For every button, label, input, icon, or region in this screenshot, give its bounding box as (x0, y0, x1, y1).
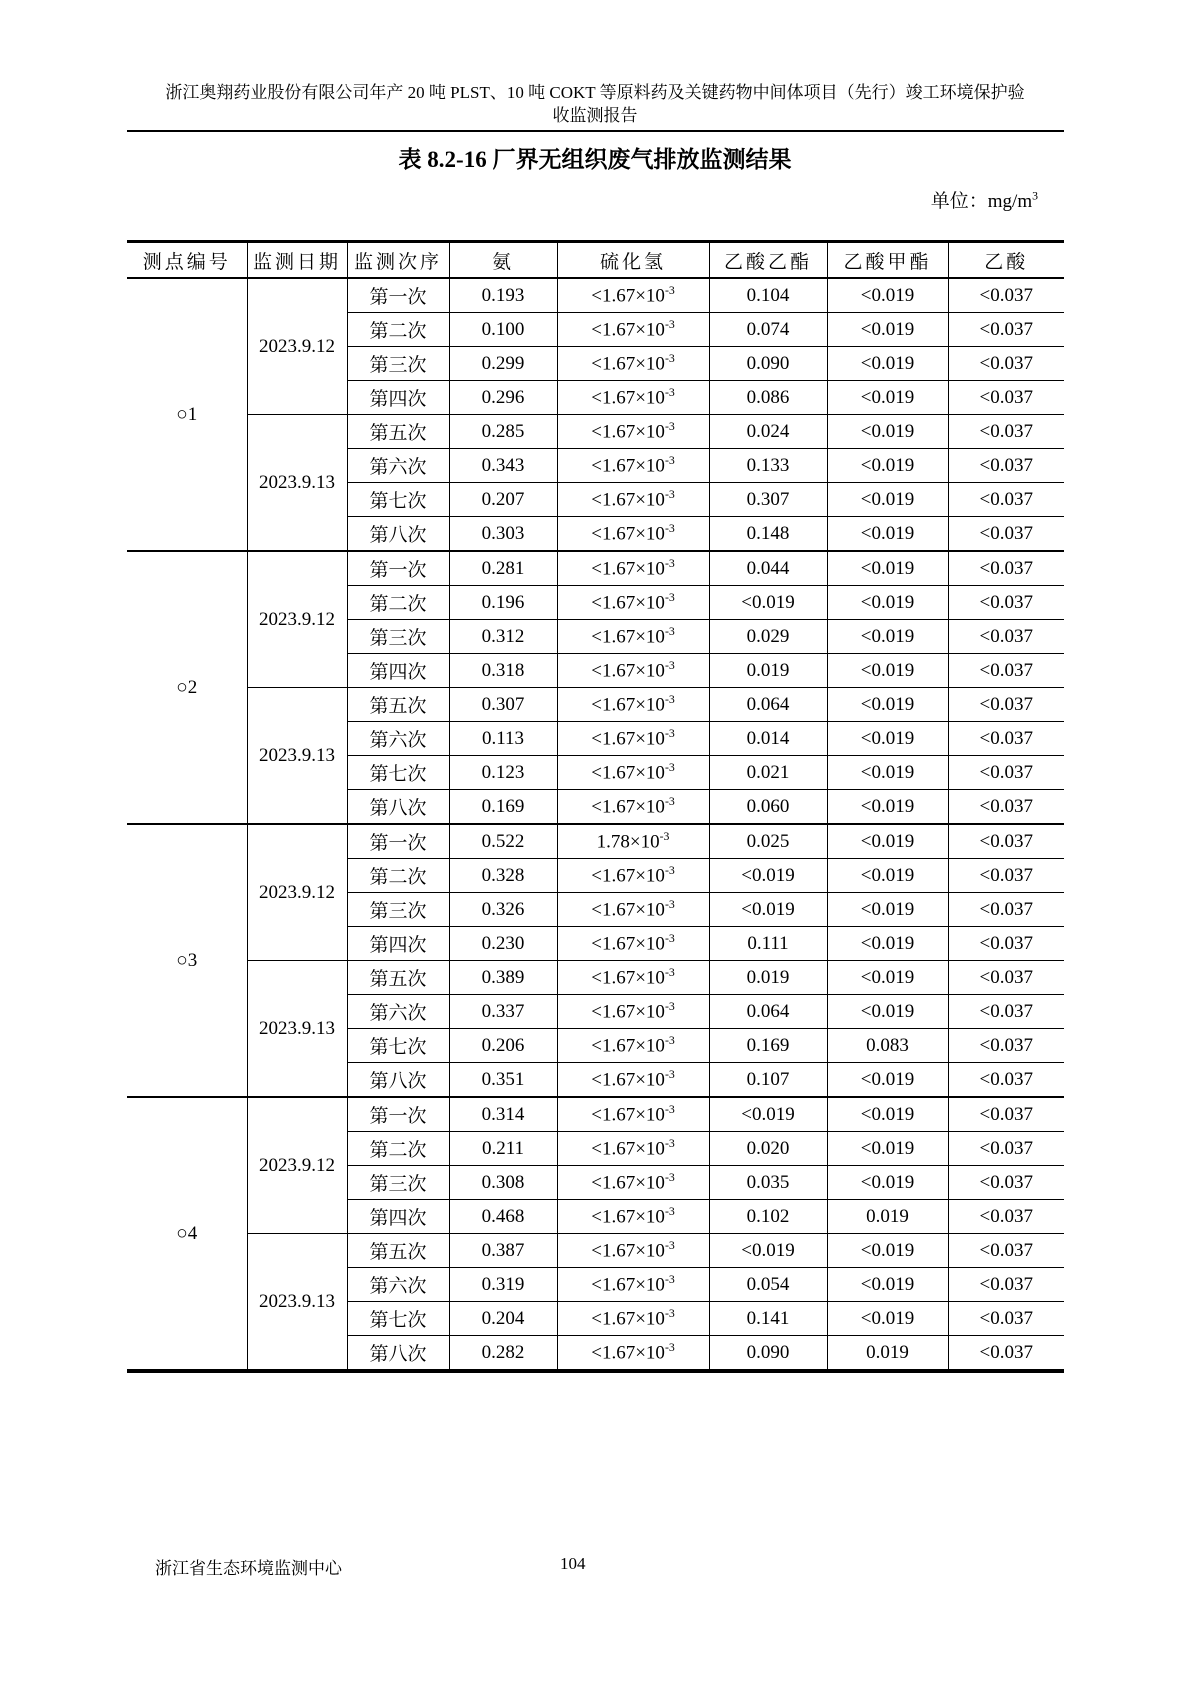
value-cell: <0.037 (948, 1234, 1064, 1268)
value-cell: <0.019 (709, 893, 827, 927)
column-header-sequence: 监测次序 (347, 242, 449, 279)
value-cell: <0.037 (948, 586, 1064, 620)
value-cell: <0.019 (827, 1166, 948, 1200)
value-cell: 0.019 (827, 1200, 948, 1234)
value-cell: <0.019 (827, 551, 948, 586)
value-cell: 0.086 (709, 381, 827, 415)
value-cell: 0.104 (709, 278, 827, 313)
monitoring-results-table (127, 240, 1064, 1373)
value-cell: $<1.67\times 10^{-3}$ (557, 586, 709, 620)
sequence-cell: 第七次 (347, 483, 449, 517)
value-cell: 0.307 (709, 483, 827, 517)
value-cell: <0.019 (827, 1097, 948, 1132)
value-cell: 0.207 (449, 483, 557, 517)
value-cell: 0.021 (709, 756, 827, 790)
table-row (127, 551, 1064, 586)
sequence-cell: 第八次 (347, 517, 449, 552)
value-cell: <0.019 (827, 449, 948, 483)
value-cell: $<1.67\times 10^{-3}$ (557, 1166, 709, 1200)
value-cell: 0.054 (709, 1268, 827, 1302)
value-cell: 0.024 (709, 415, 827, 449)
value-cell: <0.019 (827, 893, 948, 927)
value-cell: <0.019 (827, 654, 948, 688)
value-cell: $<1.67\times 10^{-3}$ (557, 551, 709, 586)
column-header-acetic-acid: 乙酸 (948, 242, 1064, 279)
value-cell: $<1.67\times 10^{-3}$ (557, 1200, 709, 1234)
value-cell: 0.285 (449, 415, 557, 449)
value-cell: $<1.67\times 10^{-3}$ (557, 1097, 709, 1132)
value-cell: 0.343 (449, 449, 557, 483)
column-header-date: 监测日期 (247, 242, 347, 279)
value-cell: 0.319 (449, 1268, 557, 1302)
sequence-cell: 第三次 (347, 1166, 449, 1200)
value-cell: 0.111 (709, 927, 827, 961)
unit-label: 单位：$mg/m^3$ (930, 189, 1038, 212)
value-cell: 0.314 (449, 1097, 557, 1132)
value-cell: $<1.67\times 10^{-3}$ (557, 722, 709, 756)
value-cell: <0.037 (948, 824, 1064, 859)
sequence-cell: 第五次 (347, 688, 449, 722)
sequence-cell: 第七次 (347, 756, 449, 790)
value-cell: $<1.67\times 10^{-3}$ (557, 1063, 709, 1098)
value-cell: $<1.67\times 10^{-3}$ (557, 313, 709, 347)
value-cell: $<1.67\times 10^{-3}$ (557, 483, 709, 517)
value-cell: <0.019 (827, 415, 948, 449)
sequence-cell: 第二次 (347, 313, 449, 347)
table-title: 表 8.2-16 厂界无组织废气排放监测结果 (398, 147, 792, 172)
value-cell: <0.037 (948, 927, 1064, 961)
value-cell: 0.468 (449, 1200, 557, 1234)
column-header-h2s: 硫化氢 (557, 242, 709, 279)
value-cell: <0.019 (827, 824, 948, 859)
value-cell: $<1.67\times 10^{-3}$ (557, 893, 709, 927)
table-row (127, 278, 1064, 313)
value-cell: $1.78\times 10^{-3}$ (557, 824, 709, 859)
value-cell: 0.113 (449, 722, 557, 756)
value-cell: <0.019 (709, 1097, 827, 1132)
value-cell: <0.037 (948, 654, 1064, 688)
value-cell: 0.029 (709, 620, 827, 654)
value-cell: <0.037 (948, 893, 1064, 927)
value-cell: <0.019 (827, 927, 948, 961)
value-cell: <0.037 (948, 790, 1064, 825)
value-cell: <0.019 (827, 1234, 948, 1268)
value-cell: $<1.67\times 10^{-3}$ (557, 278, 709, 313)
value-cell: 0.204 (449, 1302, 557, 1336)
value-cell: $<1.67\times 10^{-3}$ (557, 1234, 709, 1268)
value-cell: 0.169 (449, 790, 557, 825)
value-cell: 0.389 (449, 961, 557, 995)
value-cell: <0.019 (709, 586, 827, 620)
sequence-cell: 第四次 (347, 654, 449, 688)
value-cell: 0.196 (449, 586, 557, 620)
value-cell: 0.148 (709, 517, 827, 552)
sequence-cell: 第一次 (347, 1097, 449, 1132)
value-cell: <0.019 (827, 1268, 948, 1302)
value-cell: $<1.67\times 10^{-3}$ (557, 415, 709, 449)
sequence-cell: 第六次 (347, 722, 449, 756)
value-cell: $<1.67\times 10^{-3}$ (557, 654, 709, 688)
sequence-cell: 第四次 (347, 1200, 449, 1234)
value-cell: 0.522 (449, 824, 557, 859)
value-cell: <0.037 (948, 756, 1064, 790)
monitor-date-cell: 2023.9.13 (247, 1234, 347, 1372)
page-header (95, 81, 1095, 127)
value-cell: $<1.67\times 10^{-3}$ (557, 381, 709, 415)
value-cell: 0.206 (449, 1029, 557, 1063)
sequence-cell: 第八次 (347, 790, 449, 825)
value-cell: 0.351 (449, 1063, 557, 1098)
sequence-cell: 第八次 (347, 1063, 449, 1098)
value-cell: 0.090 (709, 1336, 827, 1372)
value-cell: 0.100 (449, 313, 557, 347)
value-cell: 0.318 (449, 654, 557, 688)
value-cell: <0.019 (827, 1132, 948, 1166)
value-cell: <0.019 (827, 961, 948, 995)
value-cell: <0.037 (948, 859, 1064, 893)
sequence-cell: 第二次 (347, 586, 449, 620)
value-cell: 0.169 (709, 1029, 827, 1063)
value-cell: $<1.67\times 10^{-3}$ (557, 756, 709, 790)
value-cell: $<1.67\times 10^{-3}$ (557, 995, 709, 1029)
value-cell: <0.037 (948, 483, 1064, 517)
value-cell: 0.064 (709, 688, 827, 722)
value-cell: <0.019 (827, 1063, 948, 1098)
sequence-cell: 第一次 (347, 551, 449, 586)
value-cell: $<1.67\times 10^{-3}$ (557, 1029, 709, 1063)
value-cell: 0.025 (709, 824, 827, 859)
sequence-cell: 第七次 (347, 1029, 449, 1063)
value-cell: $<1.67\times 10^{-3}$ (557, 927, 709, 961)
value-cell: $<1.67\times 10^{-3}$ (557, 1132, 709, 1166)
value-cell: <0.019 (709, 859, 827, 893)
sequence-cell: 第二次 (347, 1132, 449, 1166)
value-cell: $<1.67\times 10^{-3}$ (557, 1302, 709, 1336)
header-divider (127, 130, 1064, 132)
value-cell: <0.037 (948, 1063, 1064, 1098)
value-cell: <0.037 (948, 1268, 1064, 1302)
table-row (127, 1234, 1064, 1268)
value-cell: 0.141 (709, 1302, 827, 1336)
value-cell: <0.019 (827, 995, 948, 1029)
value-cell: <0.019 (827, 688, 948, 722)
header-line-2: 收监测报告 (552, 106, 638, 125)
value-cell: <0.019 (827, 722, 948, 756)
value-cell: <0.037 (948, 1166, 1064, 1200)
value-cell: <0.019 (827, 483, 948, 517)
value-cell: <0.037 (948, 1200, 1064, 1234)
value-cell: <0.019 (709, 1234, 827, 1268)
value-cell: $<1.67\times 10^{-3}$ (557, 961, 709, 995)
value-cell: <0.037 (948, 688, 1064, 722)
sequence-cell: 第三次 (347, 347, 449, 381)
monitor-date-cell: 2023.9.12 (247, 824, 347, 961)
table-row (127, 1097, 1064, 1132)
sequence-cell: 第四次 (347, 927, 449, 961)
table-header-row (127, 242, 1064, 279)
table-row (127, 824, 1064, 859)
sequence-cell: 第六次 (347, 995, 449, 1029)
value-cell: 0.303 (449, 517, 557, 552)
value-cell: 0.312 (449, 620, 557, 654)
value-cell: 0.387 (449, 1234, 557, 1268)
value-cell: 0.060 (709, 790, 827, 825)
monitor-date-cell: 2023.9.12 (247, 551, 347, 688)
value-cell: <0.037 (948, 381, 1064, 415)
sequence-cell: 第六次 (347, 1268, 449, 1302)
value-cell: <0.037 (948, 961, 1064, 995)
value-cell: $<1.67\times 10^{-3}$ (557, 517, 709, 552)
value-cell: 0.123 (449, 756, 557, 790)
value-cell: $<1.67\times 10^{-3}$ (557, 449, 709, 483)
value-cell: 0.193 (449, 278, 557, 313)
footer-organization: 浙江省生态环境监测中心 (155, 1559, 342, 1578)
value-cell: $<1.67\times 10^{-3}$ (557, 347, 709, 381)
monitor-point-cell: ○4 (127, 1097, 247, 1371)
value-cell: 0.044 (709, 551, 827, 586)
value-cell: <0.037 (948, 1029, 1064, 1063)
value-cell: <0.037 (948, 722, 1064, 756)
value-cell: 0.337 (449, 995, 557, 1029)
column-header-methyl-acetate: 乙酸甲酯 (827, 242, 948, 279)
value-cell: 0.083 (827, 1029, 948, 1063)
value-cell: <0.019 (827, 756, 948, 790)
value-cell: 0.299 (449, 347, 557, 381)
value-cell: <0.037 (948, 313, 1064, 347)
value-cell: <0.037 (948, 995, 1064, 1029)
value-cell: <0.037 (948, 449, 1064, 483)
value-cell: 0.107 (709, 1063, 827, 1098)
value-cell: $<1.67\times 10^{-3}$ (557, 1268, 709, 1302)
value-cell: <0.019 (827, 278, 948, 313)
value-cell: <0.037 (948, 551, 1064, 586)
value-cell: 0.090 (709, 347, 827, 381)
monitor-date-cell: 2023.9.13 (247, 415, 347, 552)
value-cell: 0.326 (449, 893, 557, 927)
value-cell: <0.019 (827, 586, 948, 620)
value-cell: 0.307 (449, 688, 557, 722)
value-cell: <0.037 (948, 415, 1064, 449)
column-header-ammonia: 氨 (449, 242, 557, 279)
sequence-cell: 第三次 (347, 893, 449, 927)
footer-page-number: 104 (560, 1554, 586, 1573)
value-cell: 0.019 (709, 654, 827, 688)
value-cell: $<1.67\times 10^{-3}$ (557, 1336, 709, 1372)
value-cell: 0.074 (709, 313, 827, 347)
value-cell: 0.019 (827, 1336, 948, 1372)
value-cell: <0.019 (827, 790, 948, 825)
value-cell: 0.035 (709, 1166, 827, 1200)
value-cell: $<1.67\times 10^{-3}$ (557, 790, 709, 825)
header-line-1: 浙江奥翔药业股份有限公司年产 20 吨 PLST、10 吨 COKT 等原料药及关键药物中间体项目（先行）竣工环境保护验 (165, 83, 1025, 102)
monitor-date-cell: 2023.9.13 (247, 961, 347, 1098)
monitor-date-cell: 2023.9.13 (247, 688, 347, 825)
sequence-cell: 第五次 (347, 1234, 449, 1268)
value-cell: $<1.67\times 10^{-3}$ (557, 688, 709, 722)
value-cell: 0.211 (449, 1132, 557, 1166)
value-cell: 0.296 (449, 381, 557, 415)
monitor-date-cell: 2023.9.12 (247, 1097, 347, 1234)
sequence-cell: 第六次 (347, 449, 449, 483)
monitor-point-cell: ○3 (127, 824, 247, 1097)
value-cell: <0.037 (948, 1097, 1064, 1132)
value-cell: <0.019 (827, 517, 948, 552)
value-cell: 0.019 (709, 961, 827, 995)
column-header-point: 测点编号 (127, 242, 247, 279)
monitor-date-cell: 2023.9.12 (247, 278, 347, 415)
value-cell: <0.019 (827, 859, 948, 893)
value-cell: $<1.67\times 10^{-3}$ (557, 859, 709, 893)
sequence-cell: 第七次 (347, 1302, 449, 1336)
value-cell: <0.019 (827, 1302, 948, 1336)
sequence-cell: 第八次 (347, 1336, 449, 1372)
sequence-cell: 第五次 (347, 415, 449, 449)
table-row (127, 415, 1064, 449)
monitor-point-cell: ○1 (127, 278, 247, 551)
value-cell: <0.019 (827, 381, 948, 415)
value-cell: <0.037 (948, 620, 1064, 654)
sequence-cell: 第三次 (347, 620, 449, 654)
value-cell: 0.102 (709, 1200, 827, 1234)
value-cell: 0.328 (449, 859, 557, 893)
value-cell: <0.019 (827, 620, 948, 654)
value-cell: <0.019 (827, 313, 948, 347)
monitor-point-cell: ○2 (127, 551, 247, 824)
value-cell: <0.037 (948, 278, 1064, 313)
value-cell: <0.037 (948, 517, 1064, 552)
value-cell: 0.281 (449, 551, 557, 586)
value-cell: <0.037 (948, 1132, 1064, 1166)
sequence-cell: 第四次 (347, 381, 449, 415)
sequence-cell: 第一次 (347, 278, 449, 313)
table-container (127, 240, 1064, 1373)
sequence-cell: 第一次 (347, 824, 449, 859)
value-cell: <0.019 (827, 347, 948, 381)
value-cell: <0.037 (948, 347, 1064, 381)
column-header-ethyl-acetate: 乙酸乙酯 (709, 242, 827, 279)
sequence-cell: 第五次 (347, 961, 449, 995)
value-cell: <0.037 (948, 1302, 1064, 1336)
value-cell: 0.230 (449, 927, 557, 961)
value-cell: 0.014 (709, 722, 827, 756)
value-cell: 0.020 (709, 1132, 827, 1166)
value-cell: 0.064 (709, 995, 827, 1029)
value-cell: <0.037 (948, 1336, 1064, 1372)
unit-line (127, 186, 1064, 213)
value-cell: $<1.67\times 10^{-3}$ (557, 620, 709, 654)
table-row (127, 961, 1064, 995)
value-cell: 0.133 (709, 449, 827, 483)
value-cell: 0.308 (449, 1166, 557, 1200)
value-cell: 0.282 (449, 1336, 557, 1372)
table-row (127, 688, 1064, 722)
sequence-cell: 第二次 (347, 859, 449, 893)
